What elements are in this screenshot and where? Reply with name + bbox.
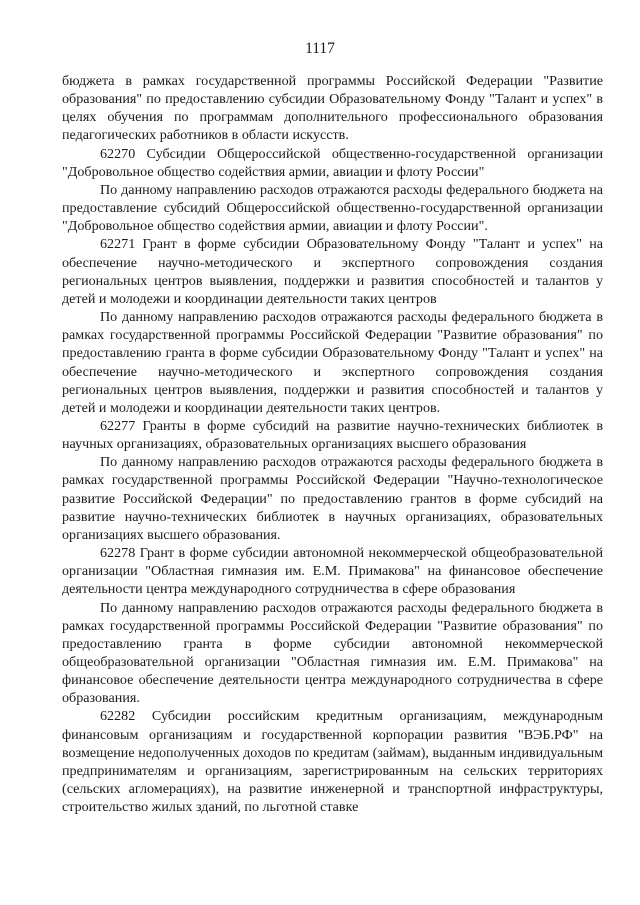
section-heading-62271: 62271 Грант в форме субсидии Образовательному Фонду "Талант и успех" на обеспечение научно-методического и экспертного сопровождения создания региональных центров выявления, поддержки и развития способностей и талантов у детей и молодежи и координации деятельности таких центров xyxy=(62,236,603,307)
paragraph-62271-description: По данному направлению расходов отражаются расходы федерального бюджета в рамках государственной программы Российской Федерации "Развитие образования" по предоставлению гранта в форме субсидии Образовательному Фонду "Талант и успех" на обеспечение научно-методического и экспертного сопровождения создания региональных центров выявления, поддержки и развития способностей и талантов у детей и молодежи и координации деятельности таких центров. xyxy=(62,309,603,416)
section-heading-62282: 62282 Субсидии российским кредитным организациям, международным финансовым организациям и государственной корпорации развития "ВЭБ.РФ" на возмещение недополученных доходов по кредитам (займам), выданным индивидуальным предпринимателям и организациям, зарегистрированным на сельских территориях (сельских агломерациях), на развитие инженерной и транспортной инфраструктуры, строительство жилых зданий, по льготной ставке xyxy=(62,708,603,816)
paragraph-62270-description: По данному направлению расходов отражаются расходы федерального бюджета на предоставление субсидий Общероссийской общественно-государственной организации "Добровольное общество содействия армии, авиации и флоту России". xyxy=(62,181,603,235)
section-heading-62270: 62270 Субсидии Общероссийской общественно-государственной организации "Добровольное общество содействия армии, авиации и флоту России" xyxy=(62,145,603,180)
document-body xyxy=(62,72,603,816)
section-heading-62277: 62277 Гранты в форме субсидий на развитие научно-технических библиотек в научных организациях, образовательных организациях высшего образования xyxy=(62,417,603,453)
paragraph-62277-description: По данному направлению расходов отражаются расходы федерального бюджета в рамках государственной программы Российской Федерации "Научно-технологическое развитие Российской Федерации" по предоставлению грантов в форме субсидий на развитие научно-технических библиотек в научных организациях, образовательных организациях высшего образования. xyxy=(62,454,603,543)
paragraph-continuation: бюджета в рамках государственной программы Российской Федерации "Развитие образования" по предоставлению субсидии Образовательному Фонду "Талант и успех" в целях обучения по программам дополнительного профессионального образования педагогических работников в области искусств. xyxy=(62,73,603,144)
section-heading-62278: 62278 Грант в форме субсидии автономной некоммерческой общеобразовательной организации "Областная гимназия им. Е.М. Примакова" на финансовое обеспечение деятельности центра международного сотрудничества в сфере образования xyxy=(62,545,603,598)
paragraph-62278-description: По данному направлению расходов отражаются расходы федерального бюджета в рамках государственной программы Российской Федерации "Развитие образования" по предоставлению гранта в форме субсидии автономной некоммерческой общеобразовательной организации "Областная гимназия им. Е.М. Примакова" на финансовое обеспечение деятельности центра международного сотрудничества в сфере образования. xyxy=(62,599,603,707)
page-number: 1117 xyxy=(305,40,335,57)
